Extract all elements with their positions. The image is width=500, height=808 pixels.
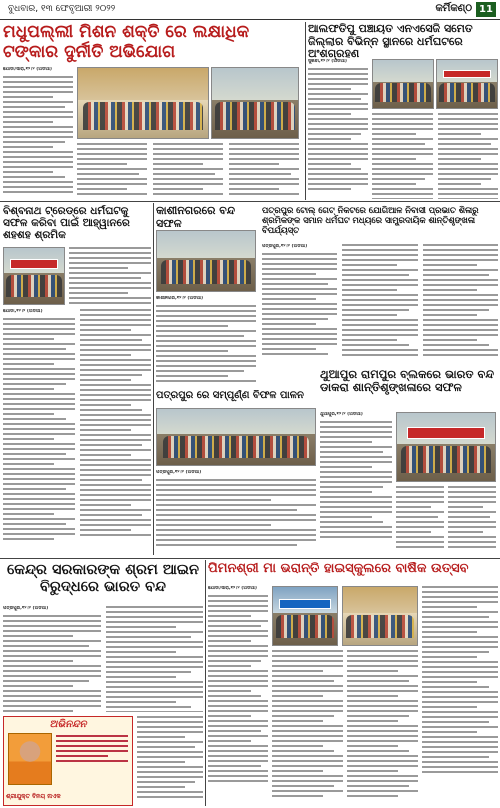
column-divider bbox=[205, 560, 206, 806]
story-patrapur-bandh bbox=[156, 390, 316, 555]
headline-thuapur: ଥୁଆପୁର ରାମପୁର ବ୍ଲକରେ ଭାରତ ବନ୍ଦ ଡାକରା ଶାନ୍ତିଶୃଙ୍ଖଳାରେ ସଫଳ bbox=[320, 368, 495, 395]
story-kashinagar bbox=[156, 205, 256, 227]
photo-school-stage bbox=[272, 586, 338, 646]
story-highschool bbox=[208, 562, 498, 806]
section-divider bbox=[0, 201, 500, 202]
photo-school-guests bbox=[342, 586, 418, 646]
story-labour-law bbox=[3, 562, 203, 712]
headline-kashinagar: କାଶୀନଗରରେ ବନ୍ଦ ସଫଳ bbox=[156, 205, 236, 227]
article-text bbox=[422, 586, 498, 773]
patrapur-text bbox=[262, 244, 498, 364]
dateline: ଯୋଡା/ସାରା,୧୨।୨ (ଅଡିଆ) bbox=[3, 67, 52, 72]
photo-meeting bbox=[77, 67, 209, 139]
ad-person-name: ଶ୍ରୀଯୁକ୍ତ ବିନୟ ନାଏକ bbox=[6, 793, 61, 800]
article-text bbox=[153, 143, 223, 195]
headline-mission-shakti: ମଧୁପଲ୍ଲୀ ମିଶନ ଶକ୍ତି ରେ ଲକ୍ଷାଧିକ ଟଙ୍କାର ଦୁର୍ନୀତି ଅଭିଯୋଗ bbox=[3, 23, 250, 62]
article-text bbox=[448, 486, 496, 548]
ad-portrait bbox=[8, 733, 52, 785]
article-text bbox=[156, 305, 256, 382]
article-text bbox=[156, 479, 316, 546]
photo-office bbox=[211, 67, 299, 139]
headline-patrapur-tollgate: ପତ୍ରପୁର ଟୋଲ୍ ଗେଟ୍ ନିକଟରେ ଯୋଗିଆଳ ନିବାସୀ ପ୍ରଭାତ ଶିଳାରୁ ଶ୍ରମିକଙ୍କ ସମାନ ଧର୍ମଘଟ ମଧ୍ୟରେ ସାମ୍ପ୍ରଦାୟିକ ଶାନ୍ତିଶୃଙ୍ଖଳା ବିପର୍ଯ୍ୟସ୍ତ bbox=[262, 205, 479, 236]
story-alphatipur bbox=[308, 23, 498, 199]
story-mission-shakti bbox=[3, 23, 303, 199]
dateline: ପତ୍ରପୁର,୧୨।୨ (ଅଡିଆ) bbox=[262, 244, 308, 249]
headline-alphatipur: ଆଲଫତିପୁ ପଞ୍ଚାୟତ ଏନଏସେଜି ସମେତ ଜିଲ୍ଲାର ବିଭିନ୍ନ ସ୍ଥାନରେ ଧର୍ମଘଟରେ ଅଂଶଗ୍ରହଣ bbox=[308, 23, 473, 61]
headline-patrapur-bandh: ପତ୍ରପୁର ରେ ସମ୍ପୂର୍ଣ୍ଣ ବିଫଳ ପାଳନ bbox=[156, 390, 304, 401]
article-text bbox=[3, 318, 75, 540]
ad-text bbox=[56, 735, 128, 762]
dateline: ପତ୍ରପୁର,୧୨।୨ (ଅଡିଆ) bbox=[3, 606, 49, 611]
dateline: ପତ୍ରପୁର,୧୨।୨ (ଅଡିଆ) bbox=[156, 470, 202, 475]
newspaper-brand: କର୍ମିକଣ୍ଠ bbox=[435, 3, 472, 14]
story-thuapur bbox=[320, 368, 498, 555]
kashinagar-text bbox=[156, 296, 256, 386]
dateline: ଯୋଡା,୧୨।୨ (ଅଡିଆ) bbox=[3, 309, 43, 314]
article-text bbox=[438, 113, 499, 199]
article-text bbox=[262, 253, 337, 355]
article-text bbox=[229, 143, 299, 195]
dateline: ସୁକିନ୍ଦା,୧୨।୨ (ଅଡିଆ) bbox=[308, 59, 347, 64]
photo-protest-1 bbox=[372, 59, 434, 109]
column-divider bbox=[153, 203, 154, 555]
ad-title: ଅଭିନନ୍ଦନ bbox=[49, 719, 87, 730]
article-text bbox=[77, 143, 147, 195]
article-text bbox=[106, 606, 204, 712]
article-text bbox=[347, 650, 418, 797]
photo-patrapur bbox=[156, 408, 316, 466]
article-text bbox=[320, 421, 392, 538]
masthead bbox=[0, 0, 500, 20]
article-text bbox=[3, 615, 101, 712]
dateline: କାଶୀନଗର,୧୨।୨ (ଅଡିଆ) bbox=[156, 296, 204, 301]
headline-labour-law: କେନ୍ଦ୍ର ସରକାରଙ୍କ ଶ୍ରମ ଆଇନ ବିରୁଦ୍ଧରେ ଭାରତ ବନ୍ଦ bbox=[7, 562, 199, 595]
article-text bbox=[423, 244, 498, 356]
photo-thuapur bbox=[396, 412, 496, 482]
article-text bbox=[208, 595, 268, 782]
headline-biswanath: ବିଶ୍ବନାଥ ଟ୍ରେଡ୍ରେ ଧର୍ମଘଟକୁ ସଫଳ କରିବା ପାଇଁ ଆହ୍ୱାନରେ ଶହଶହ ଶ୍ରମିକ bbox=[3, 205, 130, 242]
article-text bbox=[69, 247, 151, 304]
article-text bbox=[342, 244, 417, 356]
photo-workers-rally bbox=[3, 247, 65, 305]
article-text bbox=[3, 76, 73, 193]
column-divider bbox=[305, 22, 306, 200]
article-text bbox=[80, 309, 152, 536]
story-patrapur-tollgate bbox=[262, 205, 498, 241]
article-text bbox=[137, 716, 203, 798]
dateline: ଯୋଡା/ସାରା,୧୨।୨ (ଅଡିଆ) bbox=[208, 586, 257, 591]
photo-kashinagar-bandh bbox=[156, 230, 256, 292]
section-divider bbox=[0, 558, 500, 559]
article-text bbox=[272, 650, 343, 797]
article-text bbox=[308, 68, 368, 190]
headline-highschool: ପିମନଶ୍ରୀ ମା ଭରାନ୍ତି ହାଇସ୍କୁଲରେ ବାର୍ଷିକ ଉତ୍ସବ bbox=[208, 562, 469, 576]
page-number: 11 bbox=[476, 2, 496, 17]
issue-date: ବୁଧବାର, ୧୩ ଫେବୃଆରୀ ୨୦୨୨ bbox=[8, 4, 116, 14]
greeting-advertisement bbox=[3, 716, 133, 806]
photo-protest-2 bbox=[436, 59, 498, 109]
story-biswanath-strike bbox=[3, 205, 151, 555]
article-text bbox=[396, 486, 444, 548]
article-text bbox=[372, 113, 433, 199]
dateline: ଥୁଆପୁର,୧୨।୨ (ଅଡିଆ) bbox=[320, 412, 363, 417]
